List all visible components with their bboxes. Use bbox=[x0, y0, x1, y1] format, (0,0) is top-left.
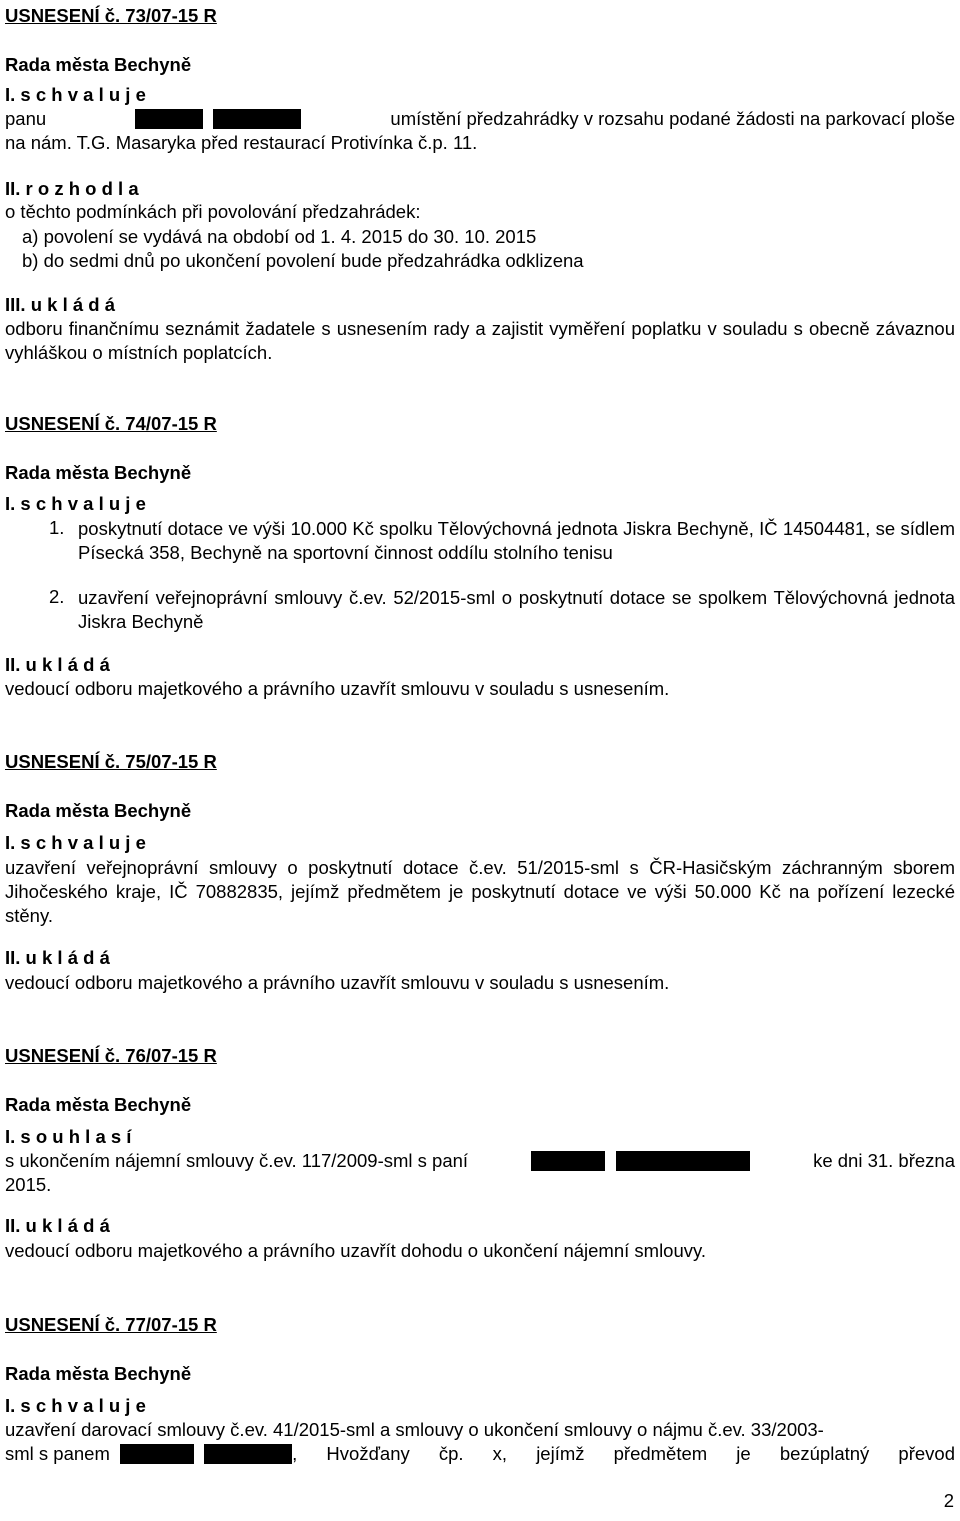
resolution-75-section-2-heading: II. u k l á d á bbox=[5, 947, 110, 968]
resolution-76-section-1-line-2: 2015. bbox=[5, 1174, 52, 1195]
resolution-73-title: USNESENÍ č. 73/07-15 R bbox=[5, 5, 217, 26]
resolution-77-line-remainder bbox=[120, 1443, 955, 1465]
resolution-75-title: USNESENÍ č. 75/07-15 R bbox=[5, 751, 217, 772]
resolution-76-text-suffix: ke dni 31. března bbox=[813, 1150, 955, 1171]
resolution-76-text-prefix: s ukončením nájemní smlouvy č.ev. 117/2009-sml s paní bbox=[5, 1150, 469, 1171]
resolution-74-section-1-heading: I. s c h v a l u j e bbox=[5, 493, 146, 514]
resolution-77-section-1-heading: I. s c h v a l u j e bbox=[5, 1395, 146, 1416]
resolution-74-section-2-heading: II. u k l á d á bbox=[5, 654, 110, 675]
resolution-73-section-1-heading: I. s c h v a l u j e bbox=[5, 84, 146, 105]
resolution-74-body: Rada města Bechyně bbox=[5, 462, 192, 483]
resolution-76-section-2-heading: II. u k l á d á bbox=[5, 1215, 110, 1236]
resolution-75-section-1-text: uzavření veřejnoprávní smlouvy o poskytnutí dotace č.ev. 51/2015-sml s ČR-Hasičským záchranným sborem Jihočeského kraje, IČ 70882835, jejímž předmětem je poskytnutí dotace ve výši 50.000 Kč na pořízení lezecké stěny. bbox=[5, 857, 955, 926]
resolution-74-item-2-text: uzavření veřejnoprávní smlouvy č.ev. 52/2015-sml o poskytnutí dotace se spolkem Tělovýchovná jednota Jiskra Bechyně bbox=[78, 587, 955, 632]
resolution-77-section-1-line-2 bbox=[5, 1443, 955, 1465]
resolution-73-condition-a: a) povolení se vydává na období od 1. 4. 2015 do 30. 10. 2015 bbox=[22, 226, 537, 247]
resolution-77-title: USNESENÍ č. 77/07-15 R bbox=[5, 1314, 217, 1335]
resolution-74-item-1-number: 1. bbox=[49, 517, 65, 538]
resolution-73-text-prefix: panu bbox=[5, 108, 47, 129]
resolution-76-section-2-text: vedoucí odboru majetkového a právního uzavřít dohodu o ukončení nájemní smlouvy. bbox=[5, 1240, 707, 1261]
resolution-73-section-3-heading: III. u k l á d á bbox=[5, 294, 116, 315]
redaction-block bbox=[531, 1150, 749, 1172]
resolution-75-section-2-text: vedoucí odboru majetkového a právního uzavřít smlouvu v souladu s usnesením. bbox=[5, 972, 670, 993]
resolution-73-section-3-text: odboru finančnímu seznámit žadatele s usnesením rady a zajistit vyměření poplatku v souladu s obecně závaznou vyhláškou o místních poplatcích. bbox=[5, 318, 955, 363]
resolution-77-text-suffix: , Hvožďany čp. x, jejímž předmětem je bezúplatný převod bbox=[292, 1443, 955, 1464]
resolution-76-body: Rada města Bechyně bbox=[5, 1094, 192, 1115]
resolution-73-section-1-line-1 bbox=[5, 108, 955, 130]
resolution-73-text-suffix: umístění předzahrádky v rozsahu podané žádosti na parkovací ploše bbox=[390, 108, 955, 129]
resolution-73-section-2-text: o těchto podmínkách při povolování předzahrádek: bbox=[5, 201, 421, 222]
resolution-74-section-2-text: vedoucí odboru majetkového a právního uzavřít smlouvu v souladu s usnesením. bbox=[5, 678, 670, 699]
redaction-block bbox=[120, 1443, 292, 1465]
page-number: 2 bbox=[943, 1490, 954, 1511]
resolution-77-body: Rada města Bechyně bbox=[5, 1363, 192, 1384]
resolution-73-body: Rada města Bechyně bbox=[5, 54, 192, 75]
resolution-76-section-1-heading: I. s o u h l a s í bbox=[5, 1126, 132, 1147]
resolution-73-section-1-line-2: na nám. T.G. Masaryka před restaurací Protivínka č.p. 11. bbox=[5, 132, 478, 153]
resolution-77-text-prefix: sml s panem bbox=[5, 1443, 110, 1464]
resolution-75-section-1-heading: I. s c h v a l u j e bbox=[5, 832, 146, 853]
resolution-77-section-1-line-1: uzavření darovací smlouvy č.ev. 41/2015-sml a smlouvy o ukončení smlouvy o nájmu č.ev. 33/2003- bbox=[5, 1419, 824, 1440]
resolution-73-condition-b: b) do sedmi dnů po ukončení povolení bude předzahrádka odklizena bbox=[22, 250, 584, 271]
resolution-74-item-1-text: poskytnutí dotace ve výši 10.000 Kč spolku Tělovýchovná jednota Jiskra Bechyně, IČ 14504481, se sídlem Písecká 358, Bechyně na sportovní činnost oddílu stolního tenisu bbox=[78, 518, 955, 563]
resolution-73-section-2-heading: II. r o z h o d l a bbox=[5, 178, 139, 199]
redaction-block bbox=[135, 108, 301, 130]
resolution-76-title: USNESENÍ č. 76/07-15 R bbox=[5, 1045, 217, 1066]
resolution-74-item-2-number: 2. bbox=[49, 586, 65, 607]
resolution-75-body: Rada města Bechyně bbox=[5, 800, 192, 821]
resolution-74-title: USNESENÍ č. 74/07-15 R bbox=[5, 413, 217, 434]
resolution-76-section-1-line-1 bbox=[5, 1150, 955, 1172]
